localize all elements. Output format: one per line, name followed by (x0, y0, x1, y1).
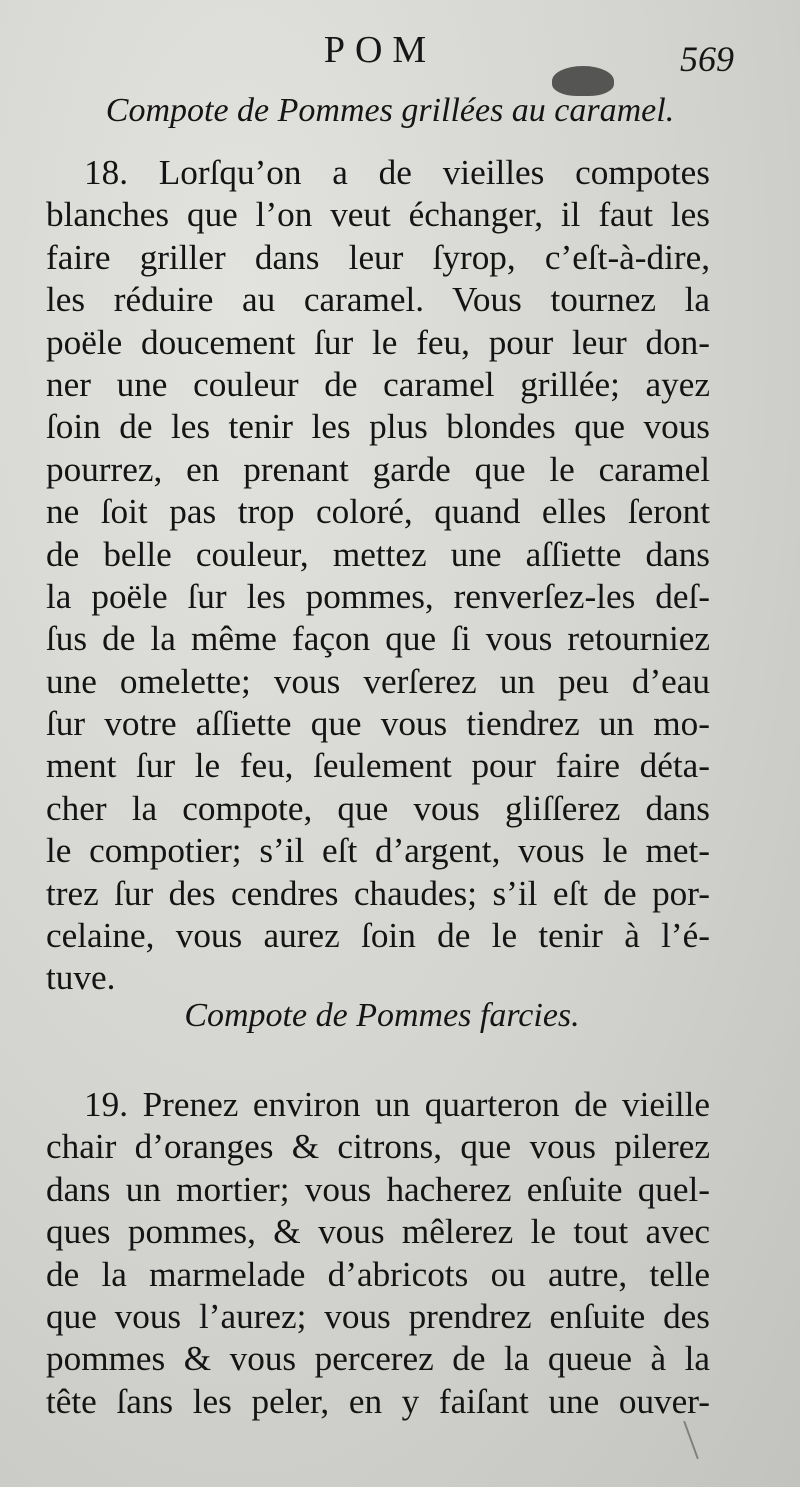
section-title-caramel: Compote de Pommes grillées au caramel. (105, 92, 675, 129)
text-line: ne ſoit pas trop coloré, quand elles ſeront (46, 492, 710, 532)
text-line: pommes & vous percerez de la queue à la (46, 1339, 710, 1379)
text-line: poële doucement ſur le feu, pour leur don- (46, 322, 710, 362)
page-header (0, 22, 800, 82)
text-line: ques pommes, & vous mêlerez le tout avec (46, 1212, 710, 1252)
text-line: dans un mortier; vous hacherez enſuite quel- (46, 1169, 710, 1209)
text-line: les réduire au caramel. Vous tournez la (46, 280, 710, 320)
text-line: que vous l’aurez; vous prendrez enſuite des (46, 1296, 710, 1336)
running-head: POM (323, 29, 437, 71)
text-line: le compotier; s’il eſt d’argent, vous le met- (46, 831, 710, 871)
text-line: ſus de la même façon que ſi vous retourniez (46, 619, 710, 659)
text-line: 18. Lorſqu’on a de vieilles compotes (84, 153, 710, 192)
text-line: pourrez, en prenant garde que le caramel (46, 449, 710, 489)
text-line: trez ſur des cendres chaudes; s’il eſt de por- (46, 873, 710, 913)
text-line: tuve. (46, 958, 116, 998)
page-number: 569 (680, 39, 734, 79)
text-line: ſur votre aſſiette que vous tiendrez un mo- (46, 704, 710, 744)
text-line: ner une couleur de caramel grillée; ayez (46, 364, 710, 404)
text-line: ment ſur le feu, ſeulement pour faire déta- (46, 746, 710, 786)
text-line: ſoin de les tenir les plus blondes que vous (46, 407, 710, 447)
text-line: celaine, vous aurez ſoin de le tenir à l’é- (46, 916, 710, 956)
paragraph-18 (46, 152, 710, 1000)
text-line: la poële ſur les pommes, renverſez-les deſ- (46, 576, 710, 616)
text-line: faire griller dans leur ſyrop, c’eſt-à-dire, (46, 237, 710, 277)
text-line: de belle couleur, mettez une aſſiette dans (46, 534, 710, 574)
paper-mark (683, 1421, 699, 1459)
text-line: blanches que l’on veut échanger, il faut les (46, 195, 710, 235)
text-line: une omelette; vous verſerez un peu d’eau (46, 661, 710, 701)
text-line: chair d’oranges & citrons, que vous pilerez (46, 1127, 710, 1167)
text-line: cher la compote, que vous gliſſerez dans (46, 788, 710, 828)
paragraph-19 (46, 1084, 710, 1423)
text-line: tête ſans les peler, en y faiſant une ouver- (46, 1381, 710, 1421)
text-line: de la marmelade d’abricots ou autre, telle (46, 1254, 710, 1294)
section-title-farcies: Compote de Pommes farcies. (184, 997, 580, 1034)
text-line: 19. Prenez environ un quarteron de vieille (84, 1085, 710, 1124)
